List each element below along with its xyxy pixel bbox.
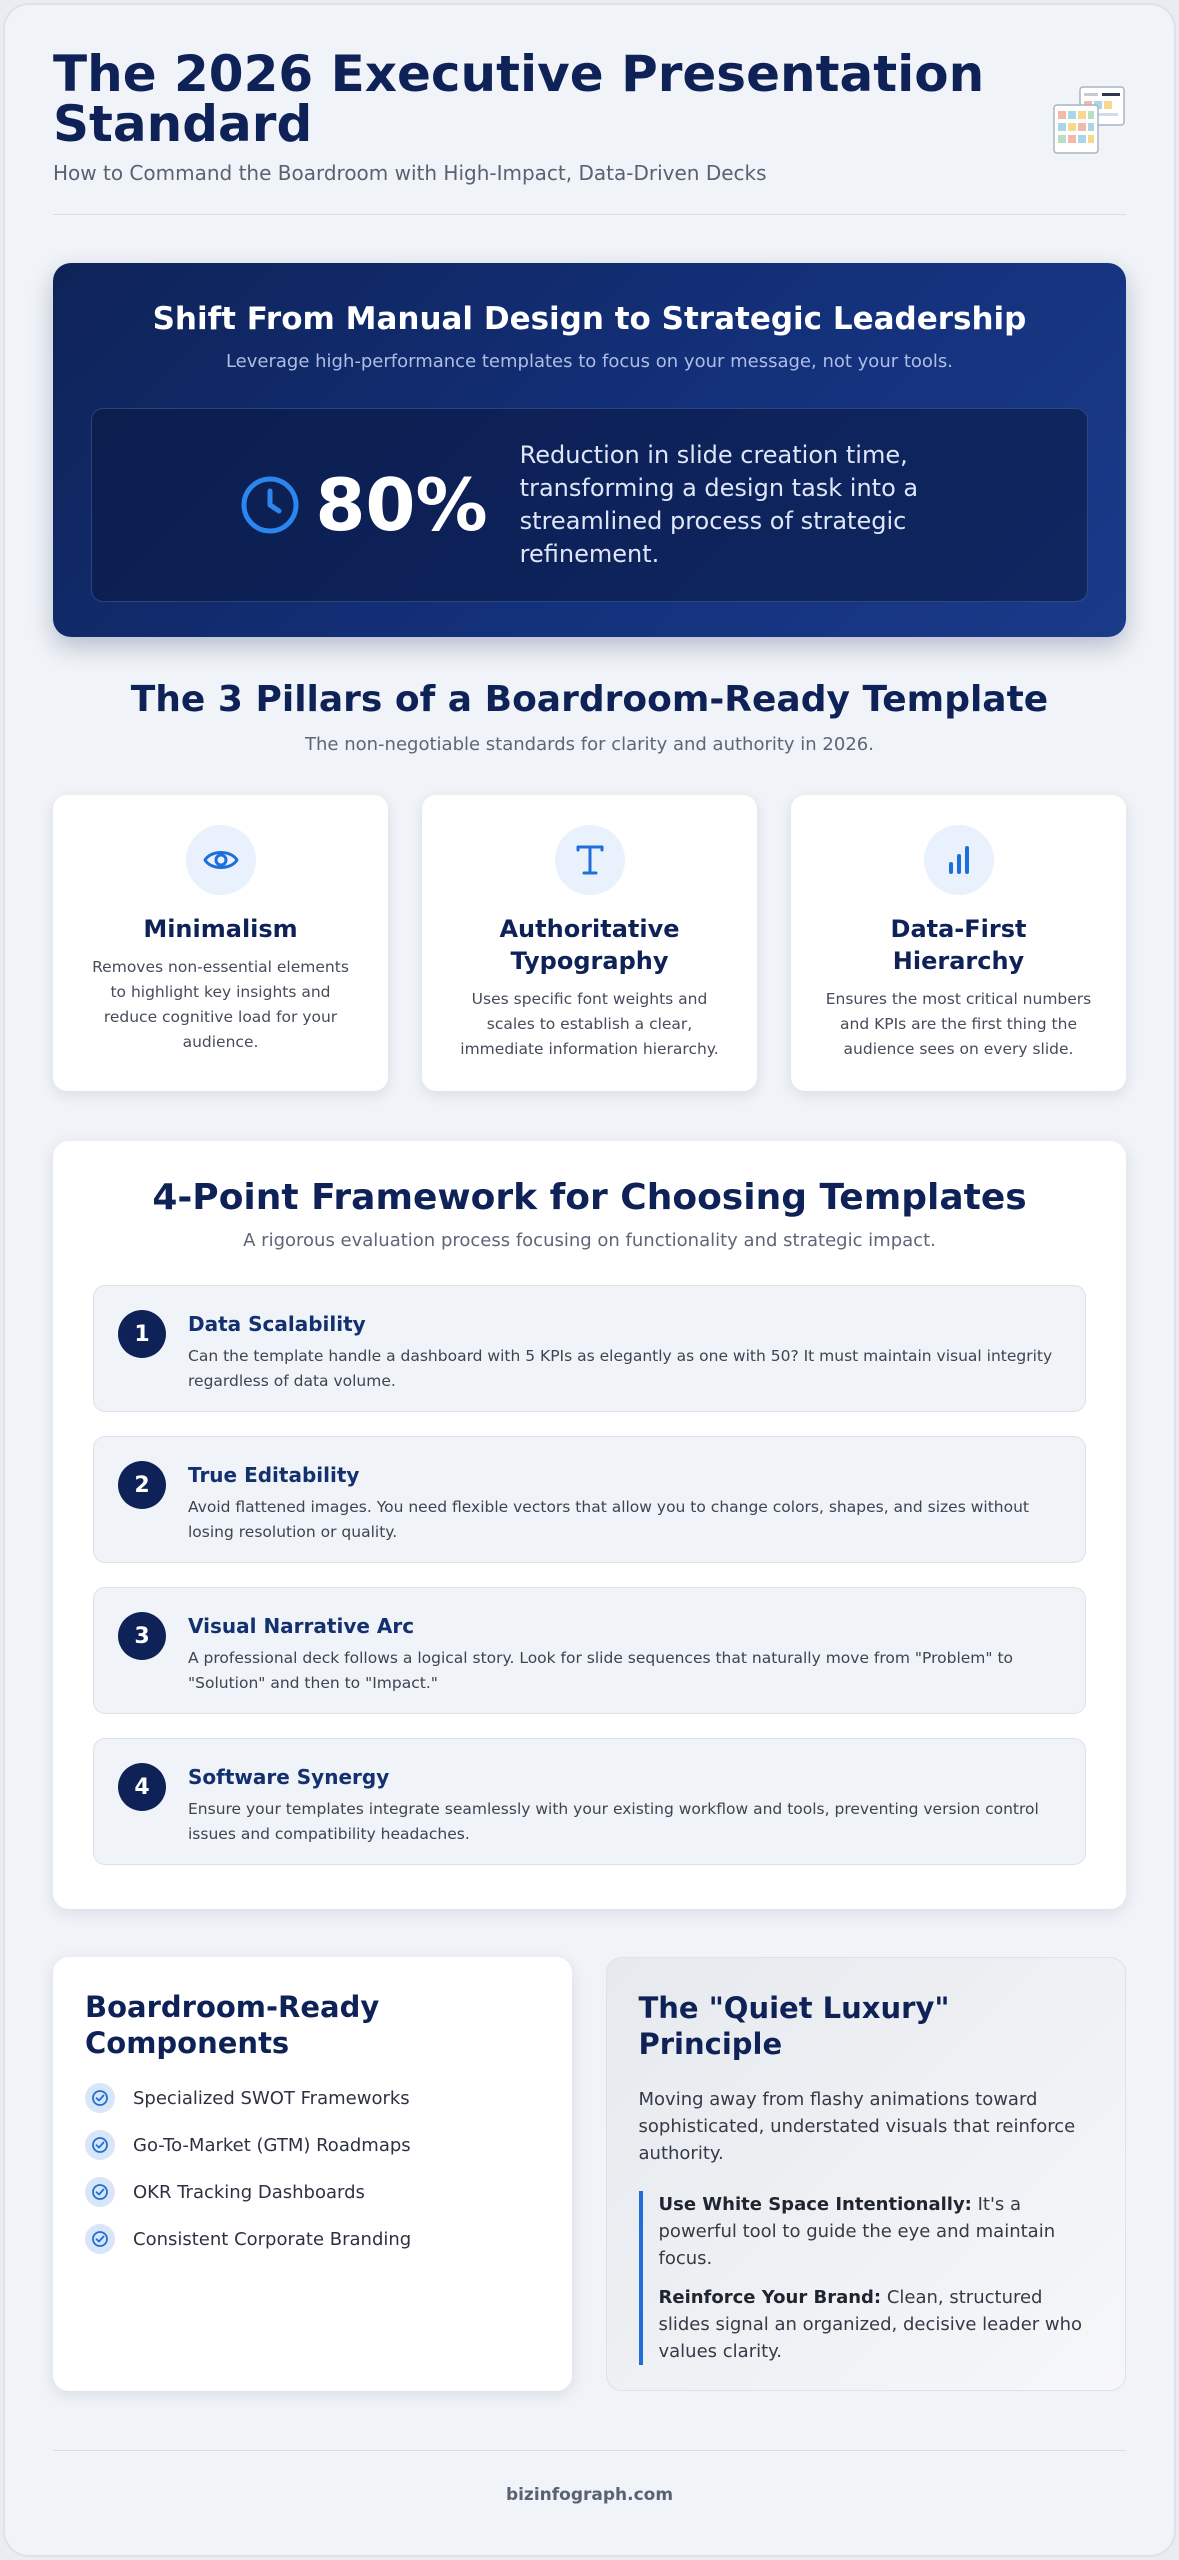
step-title: Visual Narrative Arc bbox=[188, 1614, 415, 1638]
stat-value: 80% bbox=[315, 463, 488, 547]
quiet-luxury-intro: Moving away from flashy animations toward sophisticated, understated visuals that reinforce authority. bbox=[638, 2089, 1076, 2164]
check-circle-icon bbox=[85, 2224, 115, 2254]
pillar-card bbox=[53, 795, 388, 1091]
footer-link[interactable]: bizinfograph.com bbox=[505, 2485, 674, 2505]
pillar-card bbox=[422, 795, 757, 1091]
pillar-description: Ensures the most critical numbers and KPIs are the first thing the audience sees on every slide. bbox=[825, 990, 1092, 1058]
pillar-description: Removes non-essential elements to highlight key insights and reduce cognitive load for your audience. bbox=[92, 958, 349, 1051]
list-item-label: Go-To-Market (GTM) Roadmaps bbox=[133, 2134, 411, 2156]
pillar-title: Minimalism bbox=[143, 915, 298, 943]
list-item bbox=[85, 2224, 540, 2254]
hero-banner bbox=[53, 263, 1126, 637]
pillar-description: Uses specific font weights and scales to establish a clear, immediate information hierarchy. bbox=[460, 990, 719, 1058]
list-item-label: OKR Tracking Dashboards bbox=[133, 2181, 365, 2203]
pillars-row bbox=[53, 795, 1126, 1091]
framework-item bbox=[93, 1738, 1086, 1865]
footer bbox=[53, 2450, 1126, 2505]
bar-chart-icon bbox=[939, 840, 979, 880]
hero-title: Shift From Manual Design to Strategic Leadership bbox=[152, 301, 1027, 337]
pillar-title: Data-First Hierarchy bbox=[890, 915, 1027, 975]
components-list bbox=[85, 2083, 540, 2254]
principle-label: Reinforce Your Brand: bbox=[658, 2287, 882, 2308]
quiet-luxury-points bbox=[639, 2191, 1094, 2365]
framework-item bbox=[93, 1436, 1086, 1563]
framework-section bbox=[53, 1141, 1126, 1909]
principle-text: Clean, structured slides signal an organized, decisive leader who values clarity. bbox=[658, 2287, 1083, 2362]
pillars-header bbox=[53, 679, 1126, 755]
check-circle-icon bbox=[85, 2177, 115, 2207]
bottom-row bbox=[53, 1957, 1126, 2391]
stat-description: Reduction in slide creation time, transforming a design task into a streamlined process of strategic refinement. bbox=[519, 441, 919, 568]
step-description: Ensure your templates integrate seamlessly with your existing workflow and tools, preventing version control issues and compatibility headaches. bbox=[188, 1800, 1039, 1843]
pillar-title: Authoritative Typography bbox=[499, 915, 680, 975]
framework-list bbox=[93, 1285, 1086, 1865]
list-item bbox=[85, 2083, 540, 2113]
page-title: The 2026 Executive Presentation Standard bbox=[53, 45, 985, 153]
framework-item bbox=[93, 1285, 1086, 1412]
framework-title: 4-Point Framework for Choosing Templates bbox=[152, 1177, 1027, 1218]
components-title: Boardroom-Ready Components bbox=[85, 1990, 380, 2060]
hero-subtitle: Leverage high-performance templates to focus on your message, not your tools. bbox=[225, 351, 954, 372]
list-item bbox=[85, 2177, 540, 2207]
principle-text: It's a powerful tool to guide the eye and maintain focus. bbox=[658, 2194, 1056, 2269]
step-title: Software Synergy bbox=[188, 1765, 390, 1789]
pillar-card bbox=[791, 795, 1126, 1091]
list-item bbox=[85, 2130, 540, 2160]
list-item-label: Consistent Corporate Branding bbox=[133, 2228, 412, 2250]
step-title: Data Scalability bbox=[188, 1312, 366, 1336]
page-subtitle: How to Command the Boardroom with High-Impact, Data-Driven Decks bbox=[53, 161, 767, 185]
pillars-title: The 3 Pillars of a Boardroom-Ready Template bbox=[130, 679, 1049, 720]
step-number-badge: 3 bbox=[118, 1612, 166, 1660]
quiet-luxury-title: The "Quiet Luxury" Principle bbox=[638, 1991, 950, 2061]
step-description: A professional deck follows a logical story. Look for slide sequences that naturally move from "Problem" to "Solution" and then to "Impact." bbox=[188, 1649, 1014, 1692]
step-number-badge: 1 bbox=[118, 1310, 166, 1358]
typography-icon bbox=[570, 840, 610, 880]
pillars-subtitle: The non-negotiable standards for clarity and authority in 2026. bbox=[305, 734, 874, 755]
principle-point bbox=[659, 2191, 1094, 2272]
eye-icon bbox=[201, 840, 241, 880]
step-number-badge: 4 bbox=[118, 1763, 166, 1811]
check-circle-icon bbox=[85, 2083, 115, 2113]
header bbox=[53, 5, 1126, 215]
step-description: Avoid flattened images. You need flexible vectors that allow you to change colors, shapes, and sizes without losing resolution or quality. bbox=[188, 1498, 1029, 1541]
principle-label: Use White Space Intentionally: bbox=[658, 2194, 972, 2215]
check-circle-icon bbox=[85, 2130, 115, 2160]
infographic-page bbox=[3, 3, 1176, 2557]
clock-icon bbox=[239, 474, 301, 536]
quiet-luxury-card bbox=[606, 1957, 1127, 2391]
framework-subtitle: A rigorous evaluation process focusing on functionality and strategic impact. bbox=[243, 1230, 936, 1251]
components-card bbox=[53, 1957, 572, 2391]
principle-point bbox=[659, 2284, 1094, 2365]
step-description: Can the template handle a dashboard with 5 KPIs as elegantly as one with 50? It must maintain visual integrity regardless of data volume. bbox=[188, 1347, 1053, 1390]
stat-box bbox=[91, 408, 1088, 602]
step-number-badge: 2 bbox=[118, 1461, 166, 1509]
framework-item bbox=[93, 1587, 1086, 1714]
slide-deck-logo-icon bbox=[1052, 85, 1126, 155]
list-item-label: Specialized SWOT Frameworks bbox=[133, 2087, 410, 2109]
step-title: True Editability bbox=[188, 1463, 360, 1487]
